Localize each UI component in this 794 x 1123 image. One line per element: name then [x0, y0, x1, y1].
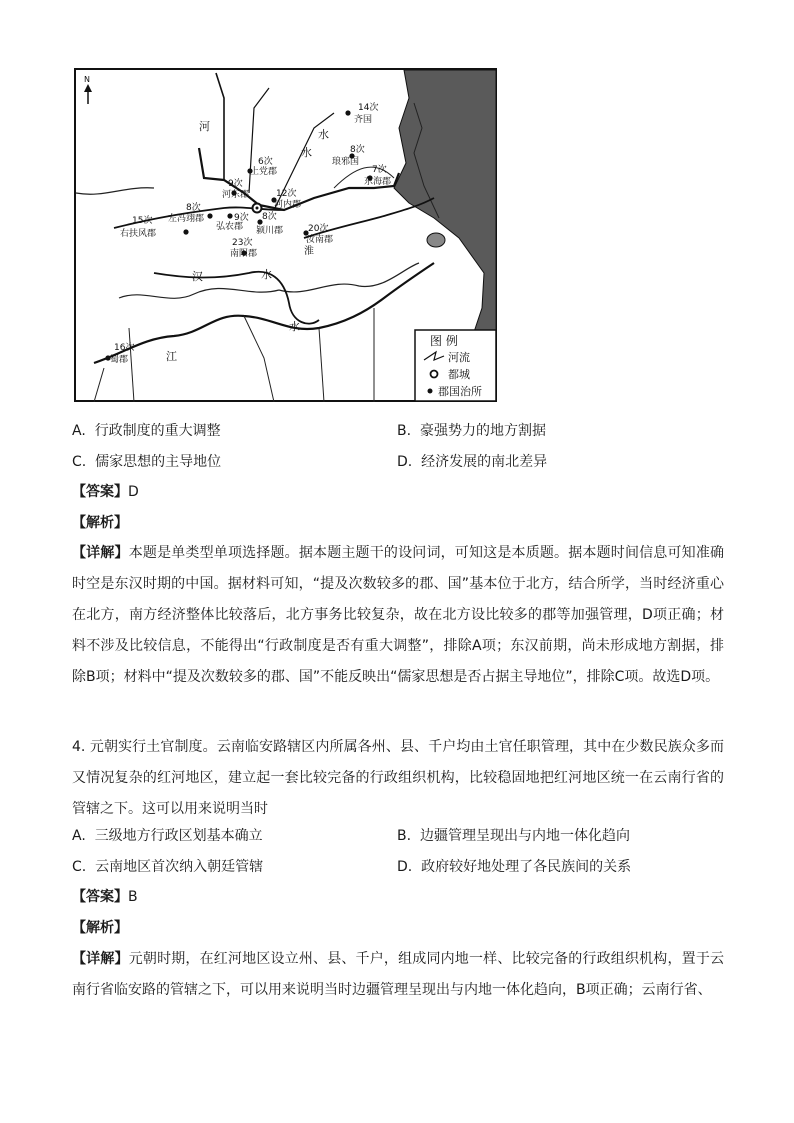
place-count: 8次: [186, 203, 201, 213]
place-name: 东海郡: [364, 177, 392, 187]
place-name: 上党郡: [250, 167, 278, 177]
q4-option-c: C. 云南地区首次纳入朝廷管辖: [72, 859, 264, 875]
north-label: N: [84, 75, 90, 84]
place-name: 左冯翊郡: [168, 214, 205, 224]
seat-marker: [183, 229, 188, 234]
capital-marker-icon: [253, 204, 262, 213]
river-label: 河: [199, 120, 210, 133]
river-label: 水: [301, 146, 312, 159]
place-name: 颍川郡: [256, 226, 284, 236]
place-name: 弘农郡: [216, 222, 244, 232]
place-name: 河东郡: [222, 190, 250, 200]
river-label: 汉: [192, 270, 203, 283]
q4-option-d: D. 政府较好地处理了各民族间的关系: [397, 859, 632, 875]
q3-option-d: D. 经济发展的南北差异: [397, 454, 548, 470]
place-count: 9次: [234, 213, 249, 223]
place-name: 右扶风郡: [120, 229, 157, 239]
legend-seat: 郡国治所: [438, 385, 482, 398]
place-count: 9次: [228, 179, 243, 189]
river-label: 水: [261, 268, 272, 281]
river-label: 水: [289, 320, 300, 333]
river-label: 淮: [304, 246, 314, 257]
place-name: 南阳郡: [230, 249, 258, 259]
q3-option-c: C. 儒家思想的主导地位: [72, 454, 222, 470]
place-count: 23次: [232, 238, 253, 248]
q3-analysis-heading: 【解析】: [72, 515, 128, 531]
q3-option-a: A. 行政制度的重大调整: [72, 423, 221, 439]
place-count: 8次: [350, 145, 365, 155]
place-name: 河内郡: [274, 200, 302, 210]
q4-detail: 【详解】元朝时期，在红河地区设立州、县、千户，组成同内地一样、比较完备的行政组织机构，置于云南行省临安路的管辖之下，可以用来说明当时边疆管理呈现出与内地一体化趋向，B项正确；云南行省、: [72, 951, 725, 998]
q4-analysis-heading: 【解析】: [72, 920, 128, 936]
place-count: 12次: [276, 189, 297, 199]
river-label: 江: [166, 350, 177, 363]
seat-marker: [207, 213, 212, 218]
place-count: 8次: [262, 212, 277, 222]
q4-stem: 4. 元朝实行土官制度。云南临安路辖区内所属各州、县、千户均由土官任职管理，其中在少数民族众多而又情况复杂的红河地区，建立起一套比较完备的行政组织机构，比较稳固地把红河地区统一在云南行省的管辖之下。这可以用来说明当时: [72, 739, 724, 817]
seat-marker: [345, 110, 350, 115]
legend-capital: 都城: [448, 368, 470, 381]
seat-marker: [227, 213, 232, 218]
place-count: 14次: [358, 103, 379, 113]
q4-option-a: A. 三级地方行政区划基本确立: [72, 828, 263, 844]
q3-detail: 【详解】本题是单类型单项选择题。据本题主题干的设问词，可知这是本质题。据本题时间信息可知准确时空是东汉时期的中国。据材料可知，“提及次数较多的郡、国”基本位于北方，结合所学，当时经济重心在北方，南方经济整体比较落后，北方事务比较复杂，故在北方设比较多的郡等加强管理，D项正确；材料不涉及比较信息，不能得出“行政制度是否有重大调整”，排除A项；东汉前期，尚未形成地方割据，排除B项；材料中“提及次数较多的郡、国”不能反映出“儒家思想是否占据主导地位”，排除C项。故选D项。: [72, 545, 725, 685]
place-name: 齐国: [354, 115, 373, 125]
q3-answer: 【答案】D: [72, 484, 139, 500]
han-commanderies-map: [74, 68, 497, 402]
place-count: 6次: [258, 157, 273, 167]
place-name: 汝南郡: [306, 235, 334, 245]
map-legend: [415, 330, 496, 401]
q4-option-b: B. 边疆管理呈现出与内地一体化趋向: [397, 828, 630, 844]
capital-legend-icon: [431, 371, 438, 378]
q4-answer: 【答案】B: [72, 889, 138, 905]
place-count: 20次: [308, 224, 329, 234]
q3-option-b: B. 豪强势力的地方割据: [397, 423, 546, 439]
place-count: 16次: [114, 343, 135, 353]
legend-river: 河流: [448, 351, 470, 364]
seat-legend-icon: [428, 389, 433, 394]
place-count: 15次: [132, 216, 153, 226]
place-name: 琅邪国: [332, 157, 360, 167]
legend-title: 图 例: [430, 334, 458, 348]
place-count: 7次: [372, 165, 387, 175]
place-name: 蜀郡: [110, 355, 129, 365]
river-label: 水: [318, 128, 329, 141]
